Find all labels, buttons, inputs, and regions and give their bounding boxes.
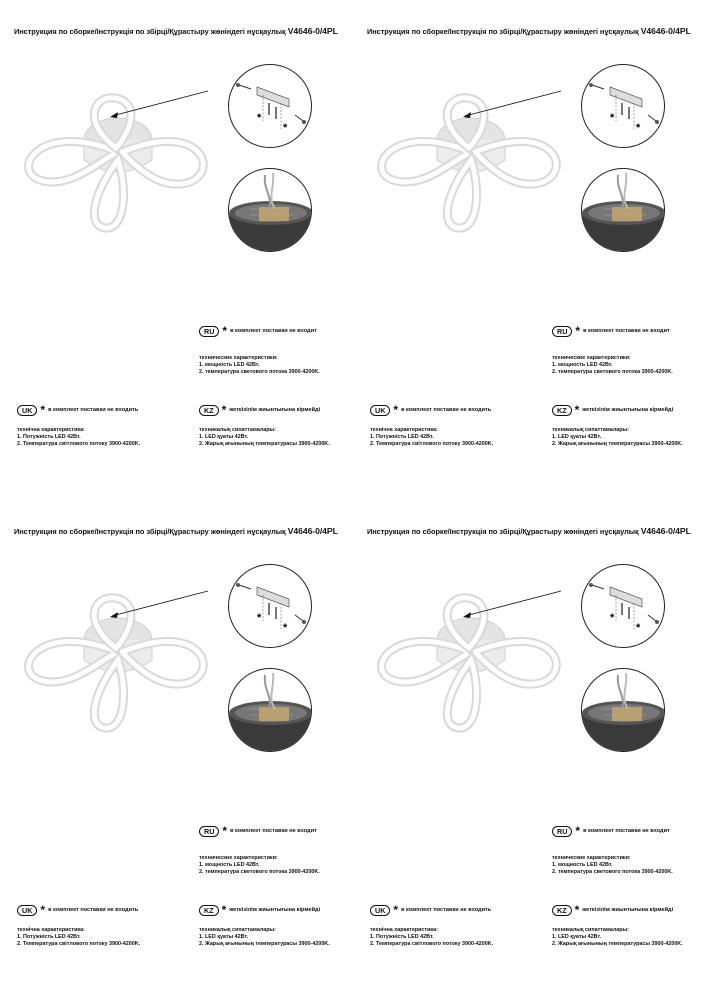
kz-legend: [552, 903, 673, 917]
kz-badge: KZ: [552, 905, 572, 916]
uk-legend: [370, 903, 491, 917]
ru-spec-1: 1. мощность LED 42Вт.: [552, 362, 613, 368]
kz-legend: [552, 403, 673, 417]
asterisk-icon: *: [393, 903, 399, 917]
svg-text:*: *: [283, 622, 288, 634]
kz-spec-1: 1. LED қуаты 42Вт.: [199, 934, 249, 940]
uk-spec-1: 1. Потужність LED 42Вт.: [17, 934, 81, 940]
instruction-title: [14, 26, 338, 36]
uk-legend: [17, 403, 138, 417]
uk-note: в комплект поставки не входить: [401, 907, 492, 913]
kz-spec-1: 1. LED қуаты 42Вт.: [552, 434, 602, 440]
asterisk-icon: *: [222, 324, 228, 338]
title-text: Инструкция по сборке/Інструкція по збірці/Құрастыру жөніндегі нұсқаулық: [14, 527, 286, 536]
kz-legend: [199, 903, 320, 917]
uk-specs: [370, 427, 493, 448]
uk-spec-head: технічна характеристика:: [370, 927, 438, 933]
ru-specs: [199, 355, 320, 376]
ru-spec-1: 1. мощность LED 42Вт.: [199, 862, 260, 868]
svg-text:*: *: [636, 622, 641, 634]
svg-text:*: *: [610, 612, 615, 624]
instruction-title: [14, 526, 338, 536]
kz-badge: KZ: [199, 905, 219, 916]
ru-specs: [552, 855, 673, 876]
ru-badge: RU: [199, 826, 219, 837]
asterisk-icon: *: [575, 824, 581, 838]
uk-spec-1: 1. Потужність LED 42Вт.: [370, 934, 434, 940]
uk-badge: UK: [370, 405, 390, 416]
ru-spec-1: 1. мощность LED 42Вт.: [552, 862, 613, 868]
ru-spec-2: 2. температура светового потока 3900-4200K.: [552, 869, 673, 875]
ru-spec-2: 2. температура светового потока 3900-4200K.: [199, 869, 320, 875]
kz-specs: [552, 427, 683, 448]
kz-spec-head: техникалық сипаттамалары:: [552, 427, 629, 433]
asterisk-icon: *: [222, 824, 228, 838]
uk-spec-2: 2. Температура світлового потоку 3900-4200K.: [370, 941, 494, 947]
ru-legend: [552, 324, 670, 338]
kz-legend: [199, 403, 320, 417]
uk-specs: [17, 427, 140, 448]
ru-specs: [199, 855, 320, 876]
instruction-title: [367, 26, 691, 36]
instruction-panel-1: [0, 0, 353, 500]
ru-legend: [199, 824, 317, 838]
instruction-panel-4: [353, 500, 706, 1000]
title-text: Инструкция по сборке/Інструкція по збірці/Құрастыру жөніндегі нұсқаулық: [14, 27, 286, 36]
model-number: V4646-0/4PL: [287, 526, 338, 536]
uk-note: в комплект поставки не входить: [48, 407, 139, 413]
ru-spec-head: технические характеристики:: [552, 355, 631, 361]
kz-specs: [199, 927, 330, 948]
asterisk-icon: *: [40, 403, 46, 417]
model-number: V4646-0/4PL: [287, 26, 338, 36]
ru-spec-head: технические характеристики:: [552, 855, 631, 861]
uk-legend: [370, 403, 491, 417]
model-number: V4646-0/4PL: [640, 526, 691, 536]
asterisk-icon: *: [574, 403, 580, 417]
instruction-title: [367, 526, 691, 536]
uk-specs: [17, 927, 140, 948]
uk-spec-2: 2. Температура світлового потоку 3900-4200K.: [370, 441, 494, 447]
kz-badge: KZ: [199, 405, 219, 416]
title-text: Инструкция по сборке/Інструкція по збірці/Құрастыру жөніндегі нұсқаулық: [367, 527, 639, 536]
asterisk-icon: *: [575, 324, 581, 338]
uk-note: в комплект поставки не входить: [401, 407, 492, 413]
uk-legend: [17, 903, 138, 917]
wiring-detail: [228, 168, 312, 252]
uk-badge: UK: [17, 905, 37, 916]
wiring-detail: [228, 668, 312, 752]
title-text: Инструкция по сборке/Інструкція по збірці/Құрастыру жөніндегі нұсқаулық: [367, 27, 639, 36]
ru-spec-head: технические характеристики:: [199, 355, 278, 361]
model-number: V4646-0/4PL: [640, 26, 691, 36]
kz-note: жеткізілім жиынтығына кірмейді: [229, 907, 321, 913]
asterisk-icon: *: [574, 903, 580, 917]
ru-legend: [199, 324, 317, 338]
ru-spec-2: 2. температура светового потока 3900-4200K.: [552, 369, 673, 375]
uk-spec-2: 2. Температура світлового потоку 3900-4200K.: [17, 441, 141, 447]
kz-spec-head: техникалық сипаттамалары:: [552, 927, 629, 933]
kz-spec-2: 2. Жарық ағынының температурасы 3900-4200K.: [199, 441, 330, 447]
uk-spec-2: 2. Температура світлового потоку 3900-4200K.: [17, 941, 141, 947]
ru-spec-1: 1. мощность LED 42Вт.: [199, 362, 260, 368]
svg-text:*: *: [636, 122, 641, 134]
uk-note: в комплект поставки не входить: [48, 907, 139, 913]
uk-badge: UK: [17, 405, 37, 416]
ru-note: в комплект поставки не входит: [230, 328, 317, 334]
ru-specs: [552, 355, 673, 376]
svg-text:*: *: [257, 612, 262, 624]
svg-text:*: *: [610, 112, 615, 124]
kz-note: жеткізілім жиынтығына кірмейді: [229, 407, 321, 413]
kz-specs: [199, 427, 330, 448]
wiring-detail: [581, 668, 665, 752]
wiring-detail: [581, 168, 665, 252]
kz-note: жеткізілім жиынтығына кірмейді: [582, 907, 674, 913]
mounting-bracket-detail: [581, 64, 665, 148]
svg-text:*: *: [257, 112, 262, 124]
mounting-bracket-detail: [581, 564, 665, 648]
mounting-bracket-detail: [228, 64, 312, 148]
ru-badge: RU: [552, 826, 572, 837]
ru-note: в комплект поставки не входит: [583, 828, 670, 834]
asterisk-icon: *: [221, 903, 227, 917]
kz-spec-1: 1. LED қуаты 42Вт.: [199, 434, 249, 440]
mounting-bracket-detail: [228, 564, 312, 648]
ru-badge: RU: [552, 326, 572, 337]
kz-spec-1: 1. LED қуаты 42Вт.: [552, 934, 602, 940]
kz-spec-head: техникалық сипаттамалары:: [199, 927, 276, 933]
ru-badge: RU: [199, 326, 219, 337]
uk-spec-head: технічна характеристика:: [17, 427, 85, 433]
asterisk-icon: *: [40, 903, 46, 917]
kz-spec-2: 2. Жарық ағынының температурасы 3900-4200K.: [552, 441, 683, 447]
kz-spec-2: 2. Жарық ағынының температурасы 3900-4200K.: [199, 941, 330, 947]
ru-spec-2: 2. температура светового потока 3900-4200K.: [199, 369, 320, 375]
kz-badge: KZ: [552, 405, 572, 416]
ru-note: в комплект поставки не входит: [583, 328, 670, 334]
kz-spec-2: 2. Жарық ағынының температурасы 3900-4200K.: [552, 941, 683, 947]
uk-spec-1: 1. Потужність LED 42Вт.: [17, 434, 81, 440]
instruction-panel-2: [353, 0, 706, 500]
instruction-panel-3: [0, 500, 353, 1000]
ru-note: в комплект поставки не входит: [230, 828, 317, 834]
uk-spec-1: 1. Потужність LED 42Вт.: [370, 434, 434, 440]
uk-badge: UK: [370, 905, 390, 916]
asterisk-icon: *: [221, 403, 227, 417]
ru-legend: [552, 824, 670, 838]
ru-spec-head: технические характеристики:: [199, 855, 278, 861]
kz-spec-head: техникалық сипаттамалары:: [199, 427, 276, 433]
uk-spec-head: технічна характеристика:: [17, 927, 85, 933]
uk-spec-head: технічна характеристика:: [370, 427, 438, 433]
uk-specs: [370, 927, 493, 948]
kz-note: жеткізілім жиынтығына кірмейді: [582, 407, 674, 413]
svg-text:*: *: [283, 122, 288, 134]
kz-specs: [552, 927, 683, 948]
asterisk-icon: *: [393, 403, 399, 417]
